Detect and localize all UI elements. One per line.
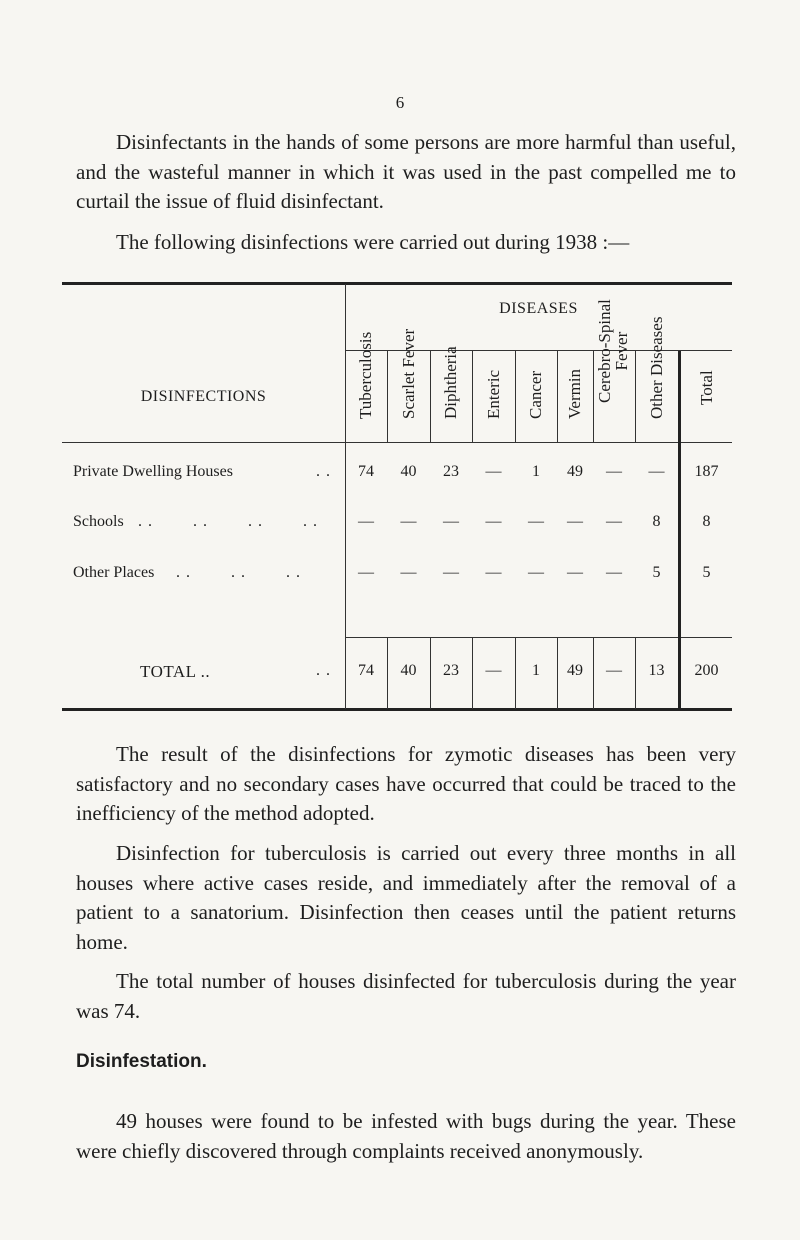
cell: — [485, 564, 502, 581]
cell: 74 [358, 662, 374, 679]
row-label-private-dwelling: Private Dwelling Houses [73, 463, 233, 480]
cell: 8 [652, 513, 661, 530]
col-header-tuberculosis: Tuberculosis [356, 331, 375, 419]
cell: — [485, 463, 502, 480]
row-label-other-places: Other Places [73, 564, 155, 581]
row-dots: . . [316, 463, 331, 480]
cell: 74 [358, 463, 374, 480]
cell: 40 [400, 463, 417, 480]
cell-total: 187 [694, 463, 719, 480]
cell: 40 [400, 662, 417, 679]
col-header-cerebro-spinal-fever: Cerebro-Spinal Fever [595, 299, 631, 403]
paragraph-tuberculosis: Disinfection for tuberculosis is carried out every three months in all houses where active cases reside, and immediately after the removal of a patient to a sanatorium. Disinfection then ceases until the patient returns home. [76, 841, 736, 954]
disinfections-header: DISINFECTIONS [140, 388, 267, 405]
cell: 23 [443, 662, 459, 679]
row-label-total: TOTAL .. [140, 662, 211, 681]
section-heading-disinfestation: Disinfestation. [76, 1051, 207, 1072]
diseases-header: DISEASES [499, 300, 578, 317]
cell: — [606, 564, 622, 581]
cell: 1 [532, 662, 540, 679]
cell: — [400, 513, 417, 530]
cell: 49 [567, 463, 583, 480]
col-header-vermin: Vermin [565, 368, 584, 419]
cell: 23 [443, 463, 459, 480]
row-dots: . . . . . . [176, 564, 301, 581]
paragraph-total-houses: The total number of houses disinfected for tuberculosis during the year was 74. [76, 969, 736, 1023]
col-header-scarlet-fever: Scarlet Fever [398, 328, 418, 419]
cell: — [528, 564, 544, 581]
row-label-schools: Schools [73, 513, 124, 530]
page-number: 6 [395, 93, 405, 112]
paragraph-result: The result of the disinfections for zymotic diseases has been very satisfactory and no secondary cases have occurred that could be traced to the inefficiency of the method adopted. [76, 742, 736, 825]
col-header-diphtheria: Diphtheria [441, 346, 460, 419]
col-header-other-diseases: Other Diseases [646, 316, 666, 419]
cell: — [648, 463, 665, 480]
cell: — [606, 463, 622, 480]
cell: — [606, 513, 622, 530]
cell-total: 200 [694, 662, 719, 679]
cell: — [528, 513, 544, 530]
col-header-enteric: Enteric [483, 369, 503, 419]
cell: — [443, 513, 459, 530]
col-header-cancer: Cancer [526, 370, 545, 419]
cell: — [606, 662, 622, 679]
cell: — [443, 564, 459, 581]
col-header-total: Total [696, 370, 716, 405]
cell: 5 [652, 564, 661, 581]
cell: — [358, 513, 374, 530]
cell: 13 [648, 662, 665, 679]
cell: — [567, 564, 583, 581]
paragraph-bugs: 49 houses were found to be infested with bugs during the year. These were chiefly discovered through complaints received anonymously. [76, 1109, 736, 1163]
cell: — [400, 564, 417, 581]
cell: — [485, 662, 502, 679]
cell: 1 [532, 463, 540, 480]
cell: — [567, 513, 583, 530]
cell: — [358, 564, 374, 581]
row-dots: . . [316, 662, 331, 679]
cell-total: 8 [702, 513, 711, 530]
cell: — [485, 513, 502, 530]
paragraph-following: The following disinfections were carried out during 1938 :— [116, 230, 630, 254]
row-dots: . . . . . . . . [138, 513, 318, 530]
paragraph-disinfectants: Disinfectants in the hands of some persons are more harmful than useful, and the wasteful manner in which it was used in the past compelled me to curtail the issue of fluid disinfectant. [76, 130, 736, 213]
cell-total: 5 [702, 564, 711, 581]
cell: 49 [567, 662, 583, 679]
